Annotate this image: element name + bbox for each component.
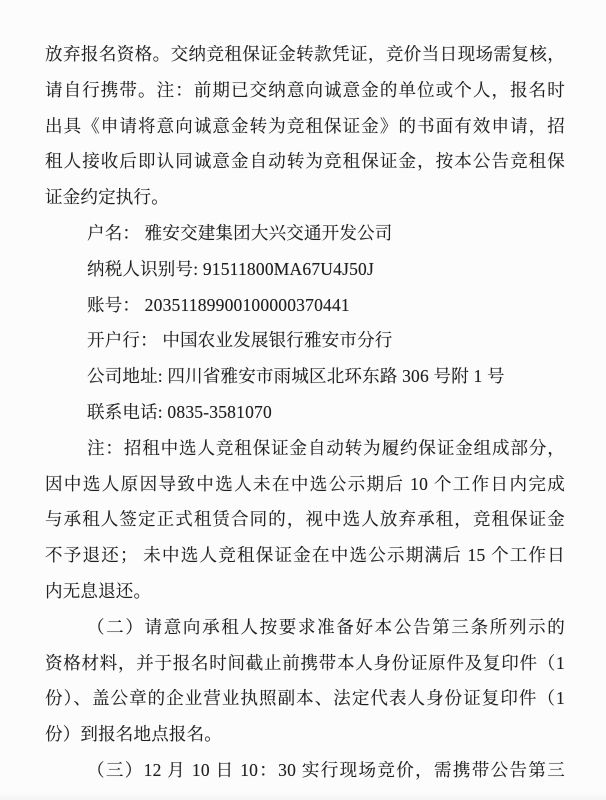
- document-line: 不予退还； 未中选人竞租保证金在中选公示期满后 15 个工作日: [45, 545, 565, 566]
- document-line: 与承租人签定正式租赁合同的，视中选人放弃承租，竞租保证金: [45, 509, 565, 530]
- document-line: 公司地址: 四川省雅安市雨城区北环东路 306 号附 1 号: [87, 366, 505, 387]
- document-line: 开户行： 中国农业发展银行雅安市分行: [87, 330, 393, 351]
- document-line: 出具《申请将意向诚意金转为竞租保证金》的书面有效申请，招: [45, 115, 565, 136]
- document-line: 租人接收后即认同诚意金自动转为竞租保证金，按本公告竞租保: [45, 151, 565, 172]
- document-line: 资格材料，并于报名时间截止前携带本人身份证原件及复印件（1: [45, 652, 565, 673]
- document-line: （二）请意向承租人按要求准备好本公告第三条所列示的: [87, 616, 565, 637]
- document-line: 放弃报名资格。交纳竞租保证金转款凭证，竞价当日现场需复核，: [45, 44, 565, 64]
- document-line: 户名： 雅安交建集团大兴交通开发公司: [87, 222, 393, 243]
- document-line: 注：招租中选人竞租保证金自动转为履约保证金组成部分，: [87, 437, 565, 458]
- document-line: 份）到报名地点报名。: [45, 724, 222, 745]
- document-line: 份）、盖公章的企业营业执照副本、法定代表人身份证复印件（1: [45, 688, 565, 709]
- document-line: （三）12 月 10 日 10：30 实行现场竞价，需携带公告第三: [87, 759, 565, 780]
- document-line: 联系电话: 0835-3581070: [87, 401, 272, 422]
- document-line: 请自行携带。注：前期已交纳意向诚意金的单位或个人，报名时: [45, 79, 565, 100]
- document-line: 证金约定执行。: [45, 187, 169, 208]
- document-line: 纳税人识别号: 91511800MA67U4J50J: [87, 258, 374, 279]
- scan-edge-shading: [0, 792, 606, 800]
- document-body: [45, 37, 565, 789]
- document-line: 内无息退还。: [45, 580, 152, 601]
- document-line: 账号： 20351189900100000370441: [87, 294, 350, 315]
- document-line: 因中选人原因导致中选人未在中选公示期后 10 个工作日内完成: [45, 473, 565, 494]
